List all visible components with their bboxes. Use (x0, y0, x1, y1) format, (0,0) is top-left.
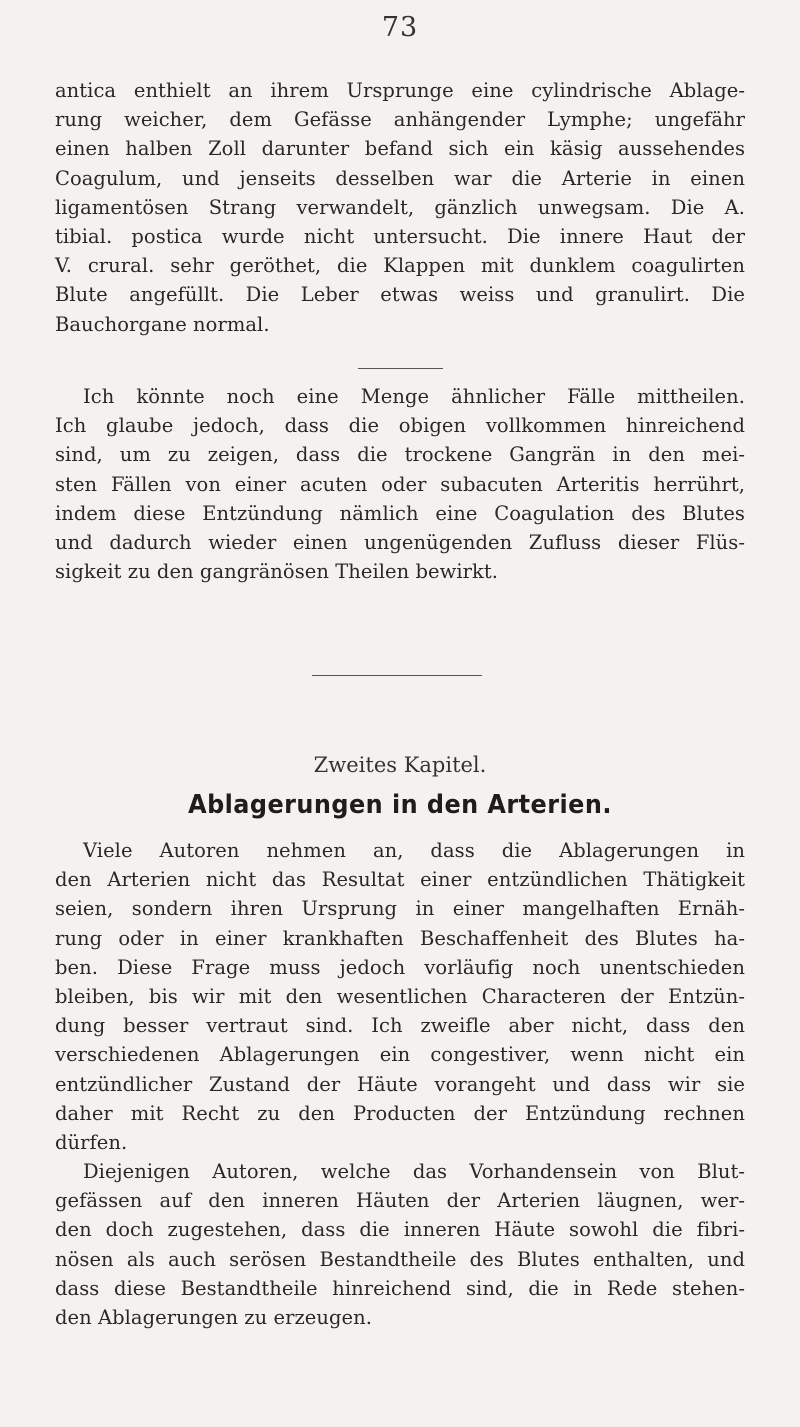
text-line: dung besser vertraut sind. Ich zweifle aber nicht, dass den (55, 1014, 745, 1038)
chapter-divider (312, 675, 482, 676)
paragraph-blood-vessels (55, 1157, 745, 1332)
text-line: Bauchorgane normal. (55, 312, 270, 336)
text-line: V. crural. sehr geröthet, die Klappen mit dunklem coagulirten (55, 254, 745, 278)
text-line: antica enthielt an ihrem Ursprunge eine cylindrische Ablage- (55, 79, 745, 102)
text-line: einen halben Zoll darunter befand sich ein käsig aussehendes (55, 137, 745, 161)
text-line: dürfen. (55, 1130, 128, 1154)
text-line: rung weicher, dem Gefässe anhängender Lymphe; ungefähr (55, 108, 745, 132)
text-line: sten Fällen von einer acuten oder subacuten Arteritis herrührt, (55, 472, 745, 496)
text-line: Blute angefüllt. Die Leber etwas weiss und granulirt. Die (55, 283, 745, 307)
chapter-label: Zweites Kapitel. (313, 753, 487, 777)
paragraph-chapter-intro (55, 836, 745, 1157)
text-line: daher mit Recht zu den Producten der Entzündung rechnen (55, 1101, 745, 1125)
text-line: gefässen auf den inneren Häuten der Arterien läugnen, wer- (55, 1189, 745, 1213)
text-line: ben. Diese Frage muss jedoch vorläufig noch unentschieden (55, 955, 745, 979)
text-line: tibial. postica wurde nicht untersucht. Die innere Haut der (55, 224, 745, 248)
page-number: 73 (381, 12, 419, 43)
text-line: Viele Autoren nehmen an, dass die Ablagerungen in (83, 839, 745, 862)
text-line: rung oder in einer krankhaften Beschaffenheit des Blutes ha- (55, 926, 745, 950)
section-divider (358, 368, 443, 369)
text-line: ligamentösen Strang verwandelt, gänzlich unwegsam. Die A. (55, 195, 745, 219)
text-line: den Ablagerungen zu erzeugen. (55, 1305, 372, 1329)
chapter-title: Ablagerungen in den Arterien. (188, 790, 612, 820)
text-line: nösen als auch serösen Bestandtheile des Blutes enthalten, und (55, 1247, 745, 1271)
text-line: entzündlicher Zustand der Häute vorangeht und dass wir sie (55, 1072, 745, 1096)
text-line: Ich glaube jedoch, dass die obigen vollkommen hinreichend (55, 414, 745, 438)
text-line: seien, sondern ihren Ursprung in einer mangelhaften Ernäh- (55, 897, 745, 921)
text-line: indem diese Entzündung nämlich eine Coagulation des Blutes (55, 501, 745, 525)
text-line: Diejenigen Autoren, welche das Vorhandensein von Blut- (83, 1160, 745, 1183)
text-line: und dadurch wieder einen ungenügenden Zufluss dieser Flüs- (55, 530, 745, 554)
text-line: Coagulum, und jenseits desselben war die Arterie in einen (55, 166, 745, 190)
paragraph-case-report (55, 76, 745, 339)
text-line: sind, um zu zeigen, dass die trockene Gangrän in den mei- (55, 443, 745, 467)
text-line: den Arterien nicht das Resultat einer entzündlichen Thätigkeit (55, 868, 745, 892)
text-line: den doch zugestehen, dass die inneren Häute sowohl die fibri- (55, 1218, 745, 1242)
text-line: sigkeit zu den gangränösen Theilen bewirkt. (55, 560, 499, 584)
paragraph-conclusion (55, 382, 745, 586)
text-line: Ich könnte noch eine Menge ähnlicher Fälle mittheilen. (83, 385, 745, 408)
text-line: dass diese Bestandtheile hinreichend sind, die in Rede stehen- (55, 1276, 745, 1300)
text-line: verschiedenen Ablagerungen ein congestiver, wenn nicht ein (55, 1043, 745, 1067)
text-line: bleiben, bis wir mit den wesentlichen Characteren der Entzün- (55, 984, 745, 1008)
